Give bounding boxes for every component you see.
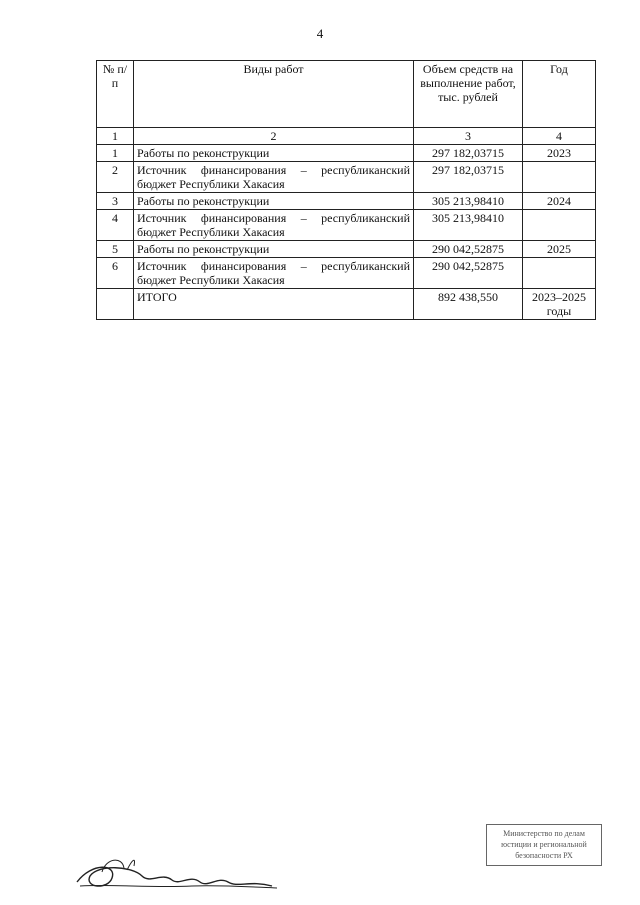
row-year (523, 162, 596, 193)
row-number: 2 (97, 162, 134, 193)
header-number: № п/п (97, 61, 134, 128)
row-number: 5 (97, 241, 134, 258)
column-number: 3 (414, 128, 523, 145)
total-amount: 892 438,550 (414, 289, 523, 320)
column-number-row (97, 128, 596, 145)
table-row (97, 210, 596, 241)
row-work-type: Работы по реконструкции (134, 145, 414, 162)
row-number: 4 (97, 210, 134, 241)
row-amount: 290 042,52875 (414, 258, 523, 289)
column-number: 2 (134, 128, 414, 145)
stamp-line: юстиции и региональной (501, 840, 587, 849)
row-work-type: Источник финансирования – республиканский бюджет Республики Хакасия (134, 258, 414, 289)
row-year: 2023 (523, 145, 596, 162)
row-amount: 297 182,03715 (414, 145, 523, 162)
page-number: 4 (316, 26, 324, 41)
total-row (97, 289, 596, 320)
table-row (97, 193, 596, 210)
row-work-type: Работы по реконструкции (134, 241, 414, 258)
column-number: 1 (97, 128, 134, 145)
table-row (97, 241, 596, 258)
row-year (523, 210, 596, 241)
row-number: 1 (97, 145, 134, 162)
header-amount: Объем средств на выполнение работ, тыс. рублей (414, 61, 523, 128)
row-year: 2025 (523, 241, 596, 258)
row-work-type: Источник финансирования – республиканский бюджет Республики Хакасия (134, 162, 414, 193)
table-row (97, 258, 596, 289)
row-work-type: Источник финансирования – республиканский бюджет Республики Хакасия (134, 210, 414, 241)
handwritten-signature (72, 852, 282, 897)
column-number: 4 (523, 128, 596, 145)
header-work-type: Виды работ (134, 61, 414, 128)
funding-table (96, 60, 596, 320)
total-label: ИТОГО (134, 289, 414, 320)
table-row (97, 145, 596, 162)
row-year: 2024 (523, 193, 596, 210)
total-number (97, 289, 134, 320)
header-year: Год (523, 61, 596, 128)
total-year: 2023–2025 годы (523, 289, 596, 320)
row-amount: 305 213,98410 (414, 210, 523, 241)
row-amount: 290 042,52875 (414, 241, 523, 258)
table-row (97, 162, 596, 193)
stamp-line: Министерство по делам (503, 829, 585, 838)
stamp-line: безопасности РХ (515, 851, 573, 860)
row-amount: 297 182,03715 (414, 162, 523, 193)
row-amount: 305 213,98410 (414, 193, 523, 210)
registration-stamp (486, 824, 602, 866)
row-number: 3 (97, 193, 134, 210)
row-number: 6 (97, 258, 134, 289)
row-work-type: Работы по реконструкции (134, 193, 414, 210)
header-row (97, 61, 596, 128)
row-year (523, 258, 596, 289)
